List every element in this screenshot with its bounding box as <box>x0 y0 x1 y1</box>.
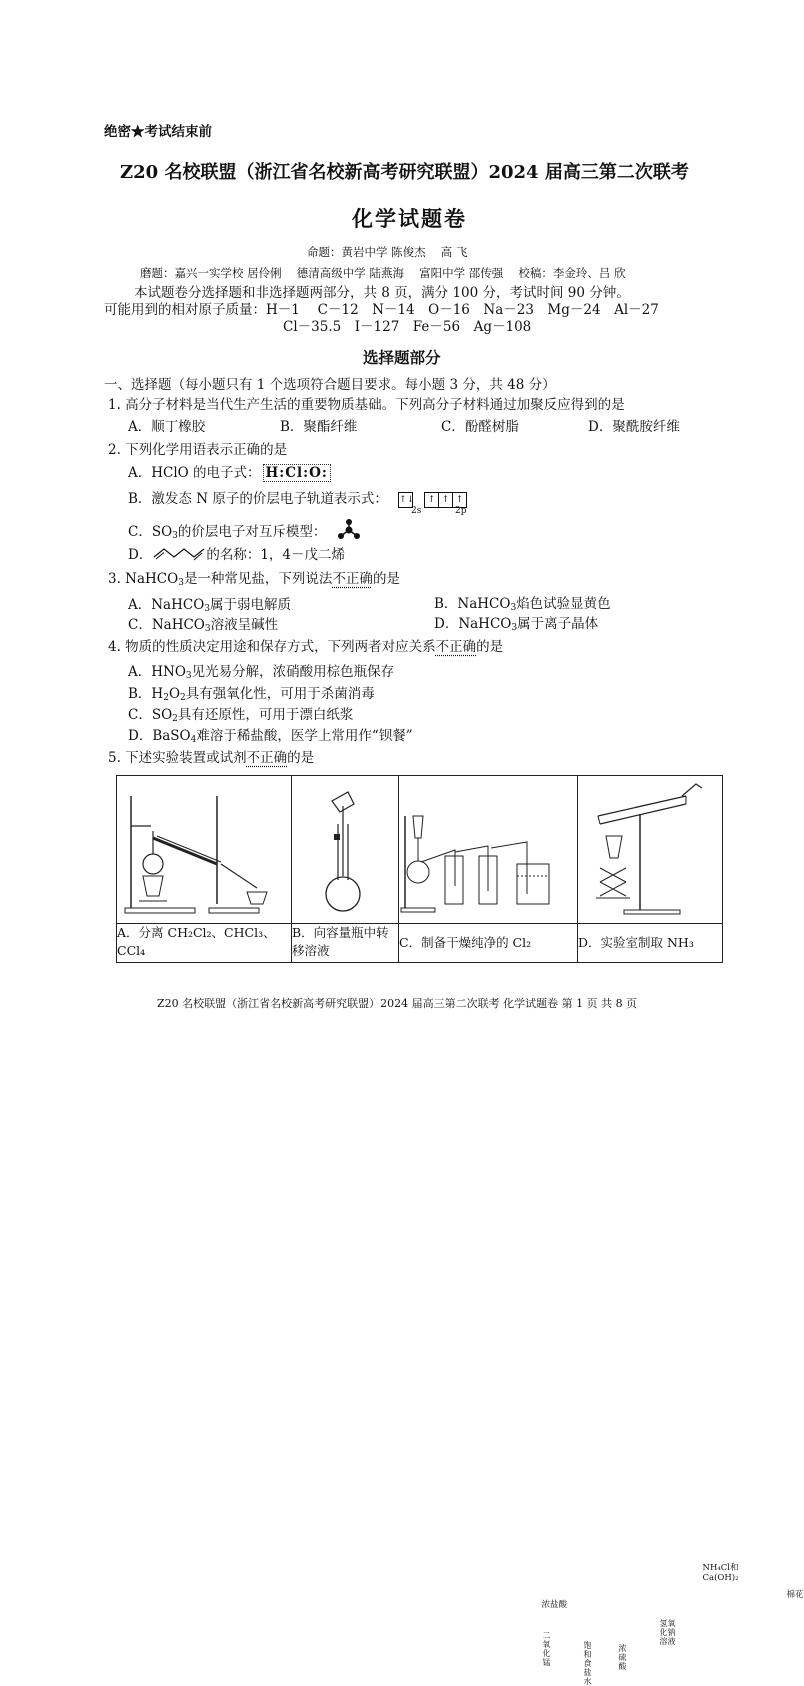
part-intro: 一、选择题（每小题只有 1 个选项符合题目要求。每小题 3 分，共 48 分） <box>104 377 556 393</box>
q3-option-b: B．NaHCO$_3$焰色试验显黄色 <box>434 596 611 613</box>
vsepr-model-icon <box>338 519 360 541</box>
q4-option-b: B．$H_2O_2$具有强氧化性，可用于杀菌消毒 <box>128 686 375 703</box>
apparatus-b-cell <box>292 776 399 924</box>
orbital-2s: ↑↓ <box>398 492 413 508</box>
q4-option-d: D．BaSO$_4$难溶于稀盐酸，医学上常用作“钡餐” <box>128 728 413 745</box>
q4-option-c: C．$SO_2$具有还原性，可用于漂白纸浆 <box>128 707 354 724</box>
caption-d: D．实验室制取 NH₃ <box>578 924 723 963</box>
q2-option-a: A．HClO 的电子式： H:Cl:O: <box>128 464 331 482</box>
q2-stem: 2. 下列化学用语表示正确的是 <box>108 442 288 458</box>
orbital-2p-1: ↑ <box>424 492 439 508</box>
label-saturated-brine: 饱和食盐水 <box>583 1640 592 1686</box>
caption-a: A．分离 CH₂Cl₂、CHCl₃、CCl₄ <box>117 924 292 963</box>
page-footer: Z20 名校联盟（浙江省名校新高考研究联盟）2024 届高三第二次联考 化学试题卷 第 1 页 共 8 页 <box>157 997 638 1010</box>
q3-option-c: C．NaHCO$_3$溶液呈碱性 <box>128 617 279 634</box>
label-nh4cl: NH₄Cl和 <box>702 1562 739 1573</box>
label-conc-hcl: 浓盐酸 <box>541 1599 568 1610</box>
q3-option-a: A．NaHCO$_3$属于弱电解质 <box>128 597 292 614</box>
label-caoh2: Ca(OH)₂ <box>702 1572 739 1583</box>
q1-option-a: A．顺丁橡胶 <box>128 419 206 435</box>
distillation-apparatus-icon <box>117 776 291 919</box>
caption-c: C．制备干燥纯净的 Cl₂ <box>399 924 578 963</box>
setters: 命题：黄岩中学 陈俊杰 高 飞 <box>307 245 468 259</box>
intro: 本试题卷分选择题和非选择题两部分，共 8 页，满分 100 分，考试时间 90 分钟。 <box>134 285 630 301</box>
q1-option-b: B．聚酯纤维 <box>280 419 358 435</box>
q4-option-a: A．$HNO_3$见光易分解，浓硝酸用棕色瓶保存 <box>128 664 395 681</box>
atomic-masses-1: 可能用到的相对原子质量：H－1 C－12 N－14 O－16 Na－23 Mg－24 Al－27 <box>104 302 659 318</box>
label-mno2: 二氧化锰 <box>542 1630 551 1667</box>
paper-title: 化学试题卷 <box>352 206 467 231</box>
hclo-electron-formula: H:Cl:O: <box>263 464 331 482</box>
q1-stem: 1. 高分子材料是当代生产生活的重要物质基础。下列高分子材料通过加聚反应得到的是 <box>108 397 625 413</box>
q2-option-c: C．$SO_3$的价层电子对互斥模型： <box>128 524 327 541</box>
label-cotton: 棉花 <box>786 1589 804 1600</box>
q1-option-d: D．聚酰胺纤维 <box>588 419 680 435</box>
ammonia-preparation-icon <box>578 776 722 919</box>
exam-title: Z20 名校联盟（浙江省名校新高考研究联盟）2024 届高三第二次联考 <box>120 162 689 183</box>
section-title: 选择题部分 <box>363 348 441 367</box>
q2-option-b: B．激发态 N 原子的价层电子轨道表示式： ↑↓ ↑ ↑ ↑ <box>128 490 466 508</box>
label-naoh-solution: 氢氧化钠溶液 <box>659 1618 676 1646</box>
orbital-diagram <box>398 491 466 507</box>
orbital-2p-3: ↑ <box>452 492 467 508</box>
q1-option-c: C．酚醛树脂 <box>441 419 519 435</box>
pentadiene-structure-icon <box>153 545 205 561</box>
secret-label: 绝密★考试结束前 <box>104 124 212 140</box>
orbital-2p-2: ↑ <box>438 492 453 508</box>
volumetric-flask-icon <box>292 776 398 919</box>
reviewers: 磨题：嘉兴一实学校 居伶俐 德清高级中学 陆燕海 富阳中学 邵传强 校稿：李金玲、吕 欣 <box>140 266 626 280</box>
atomic-masses-2: Cl－35.5 I－127 Fe－56 Ag－108 <box>283 319 532 335</box>
q4-stem: 4. 物质的性质决定用途和保存方式，下列两者对应关系不正确的是 <box>108 639 504 655</box>
orbital-label-2p: 2p <box>455 506 467 516</box>
q3-stem: 3. NaHCO$_3$是一种常见盐，下列说法不正确的是 <box>108 571 400 588</box>
chlorine-preparation-icon <box>399 776 577 919</box>
orbital-label-2s: 2s <box>411 506 422 516</box>
q2-option-d: D． 的名称：1，4－戊二烯 <box>128 547 346 563</box>
caption-b: B．向容量瓶中转移溶液 <box>292 924 399 963</box>
label-conc-sulfuric: 浓硫酸 <box>618 1643 627 1671</box>
q5-stem: 5. 下述实验装置或试剂不正确的是 <box>108 750 315 766</box>
q3-option-d: D．NaHCO$_3$属于离子晶体 <box>434 616 599 633</box>
apparatus-a-cell <box>117 776 292 924</box>
